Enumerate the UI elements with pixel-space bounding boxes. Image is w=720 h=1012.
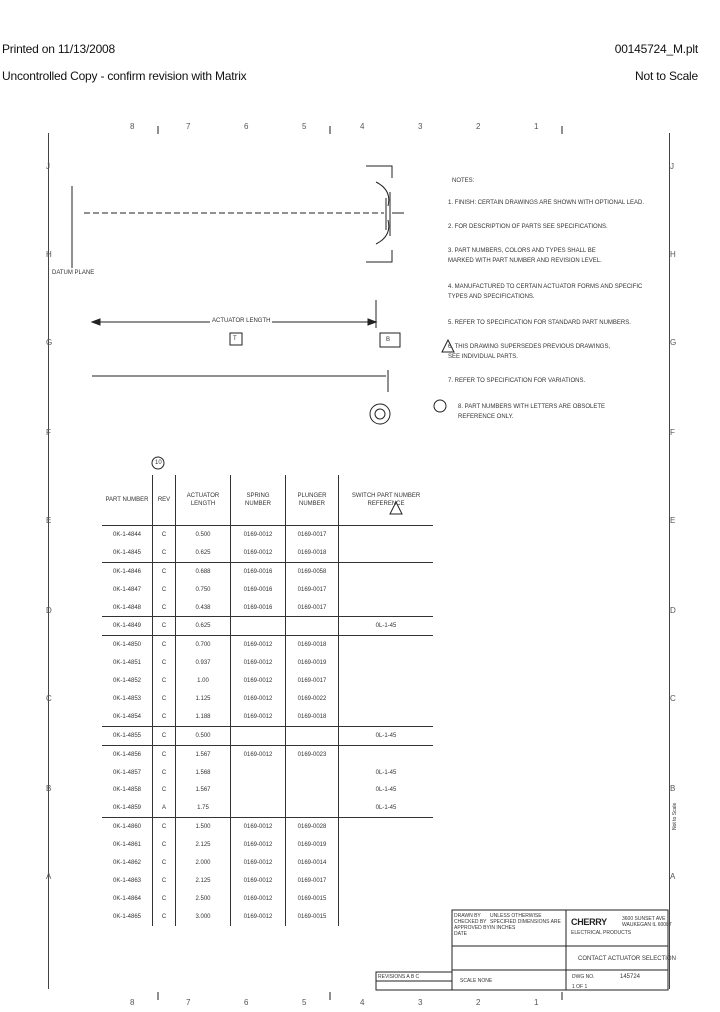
zone-top-3: 3 <box>418 122 423 131</box>
table-cell: C <box>153 854 176 872</box>
table-cell: C <box>153 708 176 726</box>
table-row <box>102 872 433 890</box>
revision-block <box>378 974 419 980</box>
col-actuator-length: ACTUATOR LENGTH <box>176 475 231 526</box>
table-cell: C <box>153 836 176 854</box>
zone-side-right-g: G <box>670 338 677 347</box>
zone-side-f: F <box>46 428 51 437</box>
zone-side-right-h: H <box>670 250 676 259</box>
table-cell: 0169-0014 <box>286 854 339 872</box>
company-subtitle: ELECTRICAL PRODUCTS <box>571 930 632 936</box>
table-cell: 0169-0018 <box>286 708 339 726</box>
table-cell <box>286 799 339 817</box>
table-cell <box>231 617 286 636</box>
table-cell: C <box>153 581 176 599</box>
table-cell: 0.700 <box>176 636 231 654</box>
table-cell: C <box>153 526 176 544</box>
table-cell: C <box>153 908 176 926</box>
table-cell: 0169-0017 <box>286 872 339 890</box>
printed-on-text: Printed on 11/13/2008 <box>2 42 116 56</box>
zone-bottom-3: 3 <box>418 998 423 1007</box>
table-row <box>102 799 433 817</box>
table-cell: C <box>153 562 176 580</box>
revision-flag-label: 10 <box>155 460 162 466</box>
table-cell: C <box>153 872 176 890</box>
table-header-row <box>102 475 433 526</box>
table-cell: 0169-0017 <box>286 672 339 690</box>
sheet-number: 1 OF 1 <box>572 984 588 990</box>
table-cell: C <box>153 818 176 836</box>
zone-side-e: E <box>46 516 52 525</box>
table-cell: 0.937 <box>176 654 231 672</box>
table-cell: 2.000 <box>176 854 231 872</box>
table-cell <box>339 562 434 580</box>
table-cell <box>339 636 434 654</box>
table-cell: 0K-1-4864 <box>112 895 142 902</box>
company-address <box>622 916 672 928</box>
note-line: 4. MANUFACTURED TO CERTAIN ACTUATOR FORMS AND SPECIFIC <box>448 284 643 290</box>
table-cell: 0169-0019 <box>286 836 339 854</box>
tb-line: APPROVED BY <box>454 925 490 931</box>
zone-side-right-f: F <box>670 428 675 437</box>
table-cell: C <box>153 636 176 654</box>
note-line: 1. FINISH: CERTAIN DRAWINGS ARE SHOWN WITH OPTIONAL LEAD. <box>448 200 645 206</box>
table-cell: C <box>153 599 176 617</box>
col-plunger-number: PLUNGER NUMBER <box>286 475 339 526</box>
table-cell: C <box>153 781 176 799</box>
table-cell: C <box>153 690 176 708</box>
table-cell: 0K-1-4849 <box>102 617 153 636</box>
table-row <box>102 854 433 872</box>
table-cell <box>339 745 434 763</box>
zone-side-right-j: J <box>670 162 674 171</box>
uncontrolled-copy-text: Uncontrolled Copy - confirm revision with Matrix <box>2 69 247 83</box>
note-line: 2. FOR DESCRIPTION OF PARTS SEE SPECIFICATIONS. <box>448 224 608 230</box>
table-cell <box>339 690 434 708</box>
table-cell <box>231 726 286 745</box>
table-cell: 0.625 <box>176 544 231 562</box>
note-line: 7. REFER TO SPECIFICATION FOR VARIATIONS. <box>448 378 586 384</box>
zone-bottom-1: 1 <box>534 998 539 1007</box>
table-cell: A <box>153 799 176 817</box>
table-row <box>102 636 433 654</box>
table-cell: 0K-1-4854 <box>102 708 153 726</box>
table-cell <box>286 726 339 745</box>
title-block-left-lines <box>454 913 490 937</box>
tb-line: DRAWN BY <box>454 913 481 919</box>
note-line: REFERENCE ONLY. <box>458 414 514 420</box>
table-cell: 0.688 <box>176 562 231 580</box>
table-cell: 0169-0012 <box>231 872 286 890</box>
zone-side-j: J <box>46 162 50 171</box>
table-cell: 1.75 <box>176 799 231 817</box>
table-cell: 0169-0016 <box>231 562 286 580</box>
address-line: WAUKEGAN IL 60087 <box>622 922 672 928</box>
table-row <box>102 672 433 690</box>
zone-top-8: 8 <box>130 122 135 131</box>
table-cell: C <box>153 654 176 672</box>
table-cell: 1.00 <box>176 672 231 690</box>
table-cell: 0169-0022 <box>286 690 339 708</box>
table-cell: 1.188 <box>176 708 231 726</box>
zone-top-1: 1 <box>534 122 539 131</box>
table-row <box>102 690 433 708</box>
table-cell: 0K-1-4844 <box>112 531 142 538</box>
table-cell: 0K-1-4860 <box>112 824 142 831</box>
table-cell: 0K-1-4847 <box>112 586 142 593</box>
table-cell: C <box>153 726 176 745</box>
table-cell: 1.567 <box>176 745 231 763</box>
file-name-text: 00145724_M.plt <box>614 42 698 56</box>
zone-bottom-8: 8 <box>130 998 135 1007</box>
dwg-no-label: DWG NO. <box>572 974 595 980</box>
table-cell: 2.500 <box>176 890 231 908</box>
zone-side-c: C <box>46 694 52 703</box>
zone-bottom-5: 5 <box>302 998 307 1007</box>
company-logo: CHERRY <box>571 917 607 927</box>
table-row <box>102 818 433 836</box>
zone-top-5: 5 <box>302 122 307 131</box>
table-cell: 0K-1-4845 <box>102 544 153 562</box>
datum-plane-label: DATUM PLANE <box>52 270 95 276</box>
tolerance-note: UNLESS OTHERWISE SPECIFIED DIMENSIONS ARE IN INCHES <box>490 913 561 931</box>
table-cell: 0K-1-4848 <box>102 599 153 617</box>
col-rev: REV <box>153 475 176 526</box>
zone-side-right-a: A <box>670 872 676 881</box>
zone-side-right-e: E <box>670 516 676 525</box>
table-cell: 0L-1-45 <box>339 764 434 782</box>
rev-letter: B <box>410 974 415 980</box>
col-part-number: PART NUMBER <box>102 475 153 526</box>
table-cell <box>339 854 434 872</box>
table-cell: 0169-0015 <box>286 890 339 908</box>
zone-side-h: H <box>46 250 52 259</box>
table-row <box>102 581 433 599</box>
table-cell: 0K-1-4851 <box>112 660 142 667</box>
table-cell <box>231 781 286 799</box>
rev-label: REVISIONS <box>378 974 406 980</box>
table-cell: 1.568 <box>176 764 231 782</box>
table-cell: 0K-1-4846 <box>112 568 142 575</box>
table-cell: 0K-1-4861 <box>112 842 142 849</box>
address-line: 3600 SUNSET AVE <box>622 916 666 922</box>
table-cell: 0169-0019 <box>286 654 339 672</box>
table-row <box>102 526 433 544</box>
table-cell: 0169-0016 <box>231 581 286 599</box>
t-dimension-label: T <box>233 336 237 342</box>
table-cell: C <box>153 672 176 690</box>
table-cell: 0169-0017 <box>286 526 339 544</box>
tb-line: CHECKED BY <box>454 919 487 925</box>
b-dimension-label: B <box>386 337 391 343</box>
table-cell: 0.500 <box>176 526 231 544</box>
table-row <box>102 654 433 672</box>
table-cell: 0K-1-4863 <box>112 877 142 884</box>
table-row <box>102 836 433 854</box>
zone-top-7: 7 <box>186 122 191 131</box>
table-cell <box>339 872 434 890</box>
table-cell <box>339 672 434 690</box>
table-cell: 0169-0023 <box>286 745 339 763</box>
table-row <box>102 562 433 580</box>
table-cell: 0169-0012 <box>231 526 286 544</box>
tb-line: DATE <box>454 931 467 937</box>
table-cell <box>286 617 339 636</box>
rev-letter: A <box>406 974 410 980</box>
table-cell: 0169-0012 <box>231 854 286 872</box>
table-cell: 0K-1-4859 <box>102 799 153 817</box>
table-cell: 0K-1-4858 <box>112 787 142 794</box>
table-cell <box>339 526 434 544</box>
table-cell: 0K-1-4850 <box>112 642 142 649</box>
table-cell: 0169-0028 <box>286 818 339 836</box>
rev-letter: C <box>415 974 420 980</box>
notes-title: NOTES: <box>452 178 475 184</box>
zone-side-right-d: D <box>670 606 676 615</box>
table-cell: 0169-0012 <box>231 654 286 672</box>
zone-top-6: 6 <box>244 122 249 131</box>
table-cell: 1.125 <box>176 690 231 708</box>
table-cell: 0169-0012 <box>231 745 286 763</box>
table-cell: 0L-1-45 <box>339 617 434 636</box>
table-cell: 0169-0016 <box>231 599 286 617</box>
note-line: 5. REFER TO SPECIFICATION FOR STANDARD PART NUMBERS. <box>448 320 631 326</box>
table-cell: 0.438 <box>176 599 231 617</box>
table-row <box>102 599 433 617</box>
table-cell <box>339 818 434 836</box>
table-cell: 0169-0012 <box>231 636 286 654</box>
table-cell <box>339 908 434 926</box>
table-cell: 0L-1-45 <box>339 726 434 745</box>
scale-note: SCALE NONE <box>460 978 493 984</box>
table-cell: 0169-0012 <box>231 890 286 908</box>
table-row <box>102 745 433 763</box>
table-cell <box>339 654 434 672</box>
actuator-length-label: ACTUATOR LENGTH <box>212 318 271 324</box>
table-row <box>102 764 433 782</box>
table-cell: 0K-1-4865 <box>112 913 142 920</box>
zone-bottom-4: 4 <box>360 998 365 1007</box>
zone-top-2: 2 <box>476 122 481 131</box>
table-cell: 2.125 <box>176 836 231 854</box>
table-row <box>102 544 433 562</box>
table-cell <box>286 781 339 799</box>
table-cell: 0K-1-4852 <box>112 678 142 685</box>
table-cell: C <box>153 544 176 562</box>
table-cell: 2.125 <box>176 872 231 890</box>
zone-bottom-2: 2 <box>476 998 481 1007</box>
table-cell <box>339 890 434 908</box>
table-row <box>102 617 433 636</box>
table-cell: 0K-1-4853 <box>112 695 142 702</box>
table-row <box>102 726 433 745</box>
zone-side-d: D <box>46 606 52 615</box>
note-line: 6. THIS DRAWING SUPERSEDES PREVIOUS DRAWINGS, <box>448 344 611 350</box>
table-row <box>102 890 433 908</box>
col-spring-number: SPRING NUMBER <box>231 475 286 526</box>
table-cell: 0K-1-4857 <box>112 769 142 776</box>
table-cell: 0L-1-45 <box>339 781 434 799</box>
table-cell: 0169-0012 <box>231 672 286 690</box>
table-cell <box>339 581 434 599</box>
table-cell: 0K-1-4862 <box>112 859 142 866</box>
table-cell: 0169-0017 <box>286 599 339 617</box>
scale-text: Not to Scale <box>635 69 698 83</box>
note-line: MARKED WITH PART NUMBER AND REVISION LEVEL. <box>448 258 602 264</box>
parts-table-body <box>102 526 433 926</box>
table-cell <box>339 599 434 617</box>
table-cell: 0169-0012 <box>231 690 286 708</box>
table-cell: 0.500 <box>176 726 231 745</box>
table-cell: C <box>153 745 176 763</box>
table-cell: 0169-0012 <box>231 544 286 562</box>
zone-side-right-b: B <box>670 784 676 793</box>
table-cell: 3.000 <box>176 908 231 926</box>
table-cell <box>339 708 434 726</box>
zone-top-4: 4 <box>360 122 365 131</box>
table-cell: 1.500 <box>176 818 231 836</box>
table-row <box>102 708 433 726</box>
note-line: 3. PART NUMBERS, COLORS AND TYPES SHALL BE <box>448 248 596 254</box>
table-cell: 0169-0018 <box>286 636 339 654</box>
table-cell <box>231 764 286 782</box>
drawing-title: CONTACT ACTUATOR SELECTION <box>578 956 676 962</box>
col-switch-reference: SWITCH PART NUMBER REFERENCE <box>339 475 434 526</box>
table-cell: 0169-0012 <box>231 836 286 854</box>
table-row <box>102 781 433 799</box>
table-cell <box>339 544 434 562</box>
zone-bottom-6: 6 <box>244 998 249 1007</box>
table-cell: 0169-0012 <box>231 818 286 836</box>
table-cell: 0169-0058 <box>286 562 339 580</box>
table-cell: C <box>153 617 176 636</box>
zone-side-right-c: C <box>670 694 676 703</box>
table-cell: 0K-1-4856 <box>112 751 142 758</box>
table-cell: 0169-0015 <box>286 908 339 926</box>
table-cell <box>231 799 286 817</box>
table-row <box>102 908 433 926</box>
table-cell: C <box>153 764 176 782</box>
table-cell: C <box>153 890 176 908</box>
table-cell: 0169-0012 <box>231 908 286 926</box>
zone-bottom-7: 7 <box>186 998 191 1007</box>
zone-side-a: A <box>46 872 52 881</box>
vertical-edge-note: Not to Scale <box>672 802 678 830</box>
table-cell: 0.750 <box>176 581 231 599</box>
table-cell: 0L-1-45 <box>339 799 434 817</box>
note-line: 8. PART NUMBERS WITH LETTERS ARE OBSOLETE <box>458 404 606 410</box>
parts-table <box>102 475 433 926</box>
table-cell: 0169-0017 <box>286 581 339 599</box>
table-cell: 0169-0018 <box>286 544 339 562</box>
table-cell: 0169-0012 <box>231 708 286 726</box>
table-cell: 0.625 <box>176 617 231 636</box>
table-cell: 0K-1-4855 <box>102 726 153 745</box>
table-cell: 1.567 <box>176 781 231 799</box>
table-cell <box>286 764 339 782</box>
zone-side-b: B <box>46 784 52 793</box>
document-number: 145724 <box>620 974 641 980</box>
zone-side-g: G <box>46 338 53 347</box>
note-line: TYPES AND SPECIFICATIONS. <box>448 294 535 300</box>
note-line: SEE INDIVIDUAL PARTS. <box>448 354 518 360</box>
table-cell <box>339 836 434 854</box>
